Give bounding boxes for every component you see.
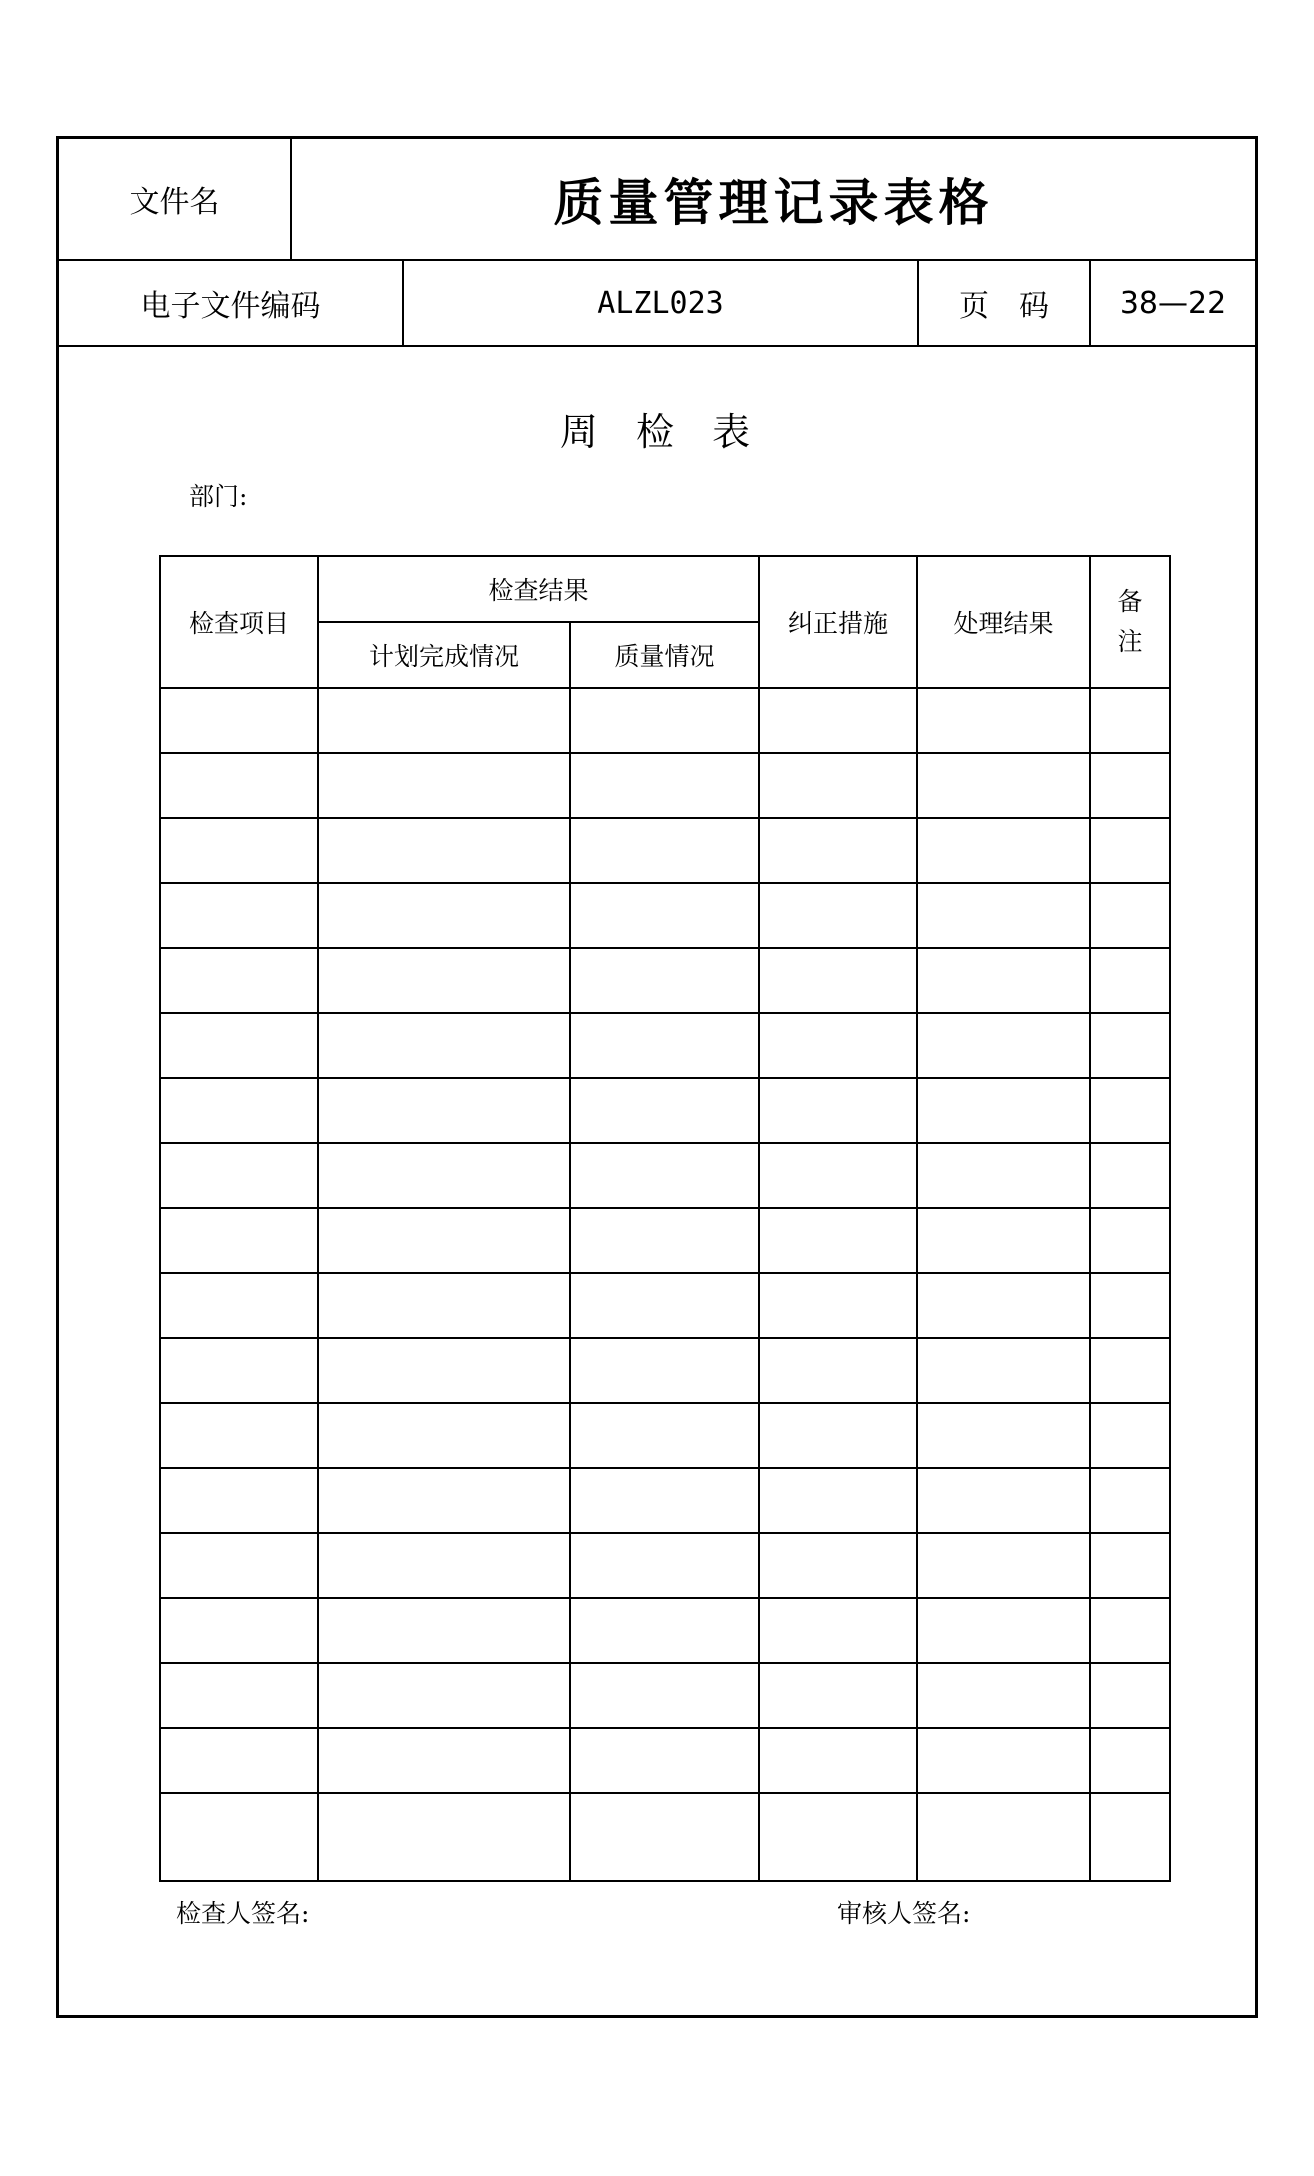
inspector-signature-label: 检查人签名: (176, 1899, 310, 1928)
table-cell[interactable] (1090, 1143, 1170, 1208)
table-cell[interactable] (570, 688, 759, 753)
table-cell[interactable] (318, 948, 570, 1013)
table-cell[interactable] (759, 1468, 917, 1533)
table-row (160, 1338, 1170, 1403)
table-cell[interactable] (759, 1143, 917, 1208)
table-cell[interactable] (917, 1078, 1090, 1143)
table-cell[interactable] (570, 1533, 759, 1598)
page-label: 页 码 (919, 261, 1091, 345)
column-header-check-item: 检查项目 (160, 556, 318, 688)
table-cell[interactable] (570, 1663, 759, 1728)
table-row (160, 948, 1170, 1013)
table-cell[interactable] (1090, 753, 1170, 818)
table-cell[interactable] (160, 1208, 318, 1273)
table-cell[interactable] (917, 1338, 1090, 1403)
table-row (160, 1598, 1170, 1663)
table-cell[interactable] (917, 818, 1090, 883)
table-cell[interactable] (570, 1338, 759, 1403)
electronic-code-value: ALZL023 (404, 261, 919, 345)
table-cell[interactable] (1090, 1468, 1170, 1533)
table-row (160, 688, 1170, 753)
table-cell[interactable] (917, 948, 1090, 1013)
table-cell[interactable] (160, 883, 318, 948)
table-cell[interactable] (1090, 1533, 1170, 1598)
table-cell[interactable] (570, 1728, 759, 1793)
table-cell[interactable] (318, 1338, 570, 1403)
weekly-check-table (159, 555, 1171, 1882)
header-row-title (59, 139, 1255, 261)
table-cell[interactable] (759, 688, 917, 753)
table-cell[interactable] (917, 1013, 1090, 1078)
table-cell[interactable] (570, 1013, 759, 1078)
column-header-remarks (1090, 556, 1170, 688)
table-cell[interactable] (917, 1663, 1090, 1728)
table-cell[interactable] (917, 1533, 1090, 1598)
table-cell[interactable] (318, 1663, 570, 1728)
table-cell[interactable] (570, 1793, 759, 1881)
table-row (160, 1728, 1170, 1793)
table-cell[interactable] (160, 1013, 318, 1078)
table-row (160, 1013, 1170, 1078)
table-cell[interactable] (917, 1273, 1090, 1338)
document-frame (56, 136, 1258, 2018)
table-cell[interactable] (318, 1143, 570, 1208)
reviewer-signature-label: 审核人签名: (837, 1899, 971, 1928)
table-cell[interactable] (759, 1533, 917, 1598)
table-row (160, 883, 1170, 948)
table-cell[interactable] (1090, 688, 1170, 753)
table-row (160, 753, 1170, 818)
table-row (160, 1663, 1170, 1728)
table-cell[interactable] (759, 1208, 917, 1273)
table-cell[interactable] (318, 688, 570, 753)
table-cell[interactable] (160, 1793, 318, 1881)
table-cell[interactable] (759, 1403, 917, 1468)
column-header-handling-result: 处理结果 (917, 556, 1090, 688)
table-cell[interactable] (160, 818, 318, 883)
table-cell[interactable] (570, 753, 759, 818)
table-cell[interactable] (570, 1273, 759, 1338)
table-cell[interactable] (160, 1273, 318, 1338)
table-cell[interactable] (759, 1338, 917, 1403)
table-cell[interactable] (160, 1598, 318, 1663)
table-cell[interactable] (318, 1728, 570, 1793)
table-cell[interactable] (759, 753, 917, 818)
table-cell[interactable] (917, 883, 1090, 948)
table-cell[interactable] (917, 1468, 1090, 1533)
column-header-plan-completion: 计划完成情况 (318, 622, 570, 688)
table-cell[interactable] (318, 818, 570, 883)
table-cell[interactable] (318, 1273, 570, 1338)
table-cell[interactable] (759, 948, 917, 1013)
table-row (160, 1403, 1170, 1468)
table-cell[interactable] (1090, 1013, 1170, 1078)
document-title: 质量管理记录表格 (553, 174, 994, 232)
table-cell[interactable] (917, 1403, 1090, 1468)
table-cell[interactable] (1090, 1598, 1170, 1663)
table-cell[interactable] (570, 883, 759, 948)
table-cell[interactable] (1090, 1273, 1170, 1338)
table-cell[interactable] (318, 1793, 570, 1881)
table-cell[interactable] (917, 1728, 1090, 1793)
table-cell[interactable] (759, 883, 917, 948)
table-cell[interactable] (917, 688, 1090, 753)
table-cell[interactable] (318, 753, 570, 818)
table-cell[interactable] (318, 1013, 570, 1078)
table-cell[interactable] (318, 1078, 570, 1143)
table-cell[interactable] (1090, 1663, 1170, 1728)
table-cell[interactable] (160, 753, 318, 818)
header-row-meta (59, 261, 1255, 347)
table-row (160, 1468, 1170, 1533)
table-cell[interactable] (759, 1078, 917, 1143)
table-cell[interactable] (759, 1013, 917, 1078)
table-cell[interactable] (1090, 1793, 1170, 1881)
table-cell[interactable] (917, 1598, 1090, 1663)
table-cell[interactable] (1090, 1208, 1170, 1273)
table-cell[interactable] (570, 1468, 759, 1533)
remarks-char-2: 注 (1117, 627, 1143, 656)
column-header-corrective-measures: 纠正措施 (759, 556, 917, 688)
table-cell[interactable] (160, 1533, 318, 1598)
table-row (160, 1208, 1170, 1273)
page-value: 38—22 (1119, 285, 1227, 321)
table-cell[interactable] (570, 948, 759, 1013)
table-cell[interactable] (570, 1143, 759, 1208)
table-cell[interactable] (160, 1663, 318, 1728)
table-cell[interactable] (318, 1403, 570, 1468)
table-cell[interactable] (570, 1078, 759, 1143)
table-cell[interactable] (318, 1533, 570, 1598)
table-cell[interactable] (1090, 948, 1170, 1013)
table-cell[interactable] (160, 1468, 318, 1533)
table-cell[interactable] (318, 883, 570, 948)
table-cell[interactable] (917, 753, 1090, 818)
remarks-char-1: 备 (1117, 587, 1143, 616)
table-cell[interactable] (917, 1208, 1090, 1273)
table-cell[interactable] (1090, 818, 1170, 883)
table-body (160, 688, 1170, 1881)
table-row (160, 1143, 1170, 1208)
table-cell[interactable] (1090, 883, 1170, 948)
table-cell[interactable] (1090, 1338, 1170, 1403)
table-cell[interactable] (759, 1793, 917, 1881)
table-cell[interactable] (318, 1468, 570, 1533)
table-cell[interactable] (318, 1598, 570, 1663)
table-cell[interactable] (1090, 1403, 1170, 1468)
table-cell[interactable] (1090, 1078, 1170, 1143)
table-cell[interactable] (160, 1338, 318, 1403)
table-row (160, 1793, 1170, 1881)
table-cell[interactable] (318, 1208, 570, 1273)
table-cell[interactable] (160, 1143, 318, 1208)
table-row (160, 818, 1170, 883)
table-cell[interactable] (570, 1598, 759, 1663)
table-cell[interactable] (160, 948, 318, 1013)
department-label: 部门: (189, 482, 248, 511)
table-cell[interactable] (917, 1793, 1090, 1881)
table-cell[interactable] (160, 1728, 318, 1793)
form-title: 周 检 表 (559, 410, 755, 454)
electronic-code-label: 电子文件编码 (59, 261, 404, 345)
table-cell[interactable] (160, 1403, 318, 1468)
table-cell[interactable] (570, 1403, 759, 1468)
table-cell[interactable] (160, 688, 318, 753)
table-cell[interactable] (759, 818, 917, 883)
table-cell[interactable] (759, 1728, 917, 1793)
file-name-label: 文件名 (59, 139, 292, 259)
column-header-check-result: 检查结果 (318, 556, 759, 622)
table-cell[interactable] (759, 1273, 917, 1338)
column-header-quality-status: 质量情况 (570, 622, 759, 688)
table-cell[interactable] (570, 818, 759, 883)
table-row (160, 1533, 1170, 1598)
table-row (160, 1078, 1170, 1143)
table-cell[interactable] (160, 1078, 318, 1143)
table-row (160, 1273, 1170, 1338)
table-cell[interactable] (759, 1598, 917, 1663)
table-cell[interactable] (570, 1208, 759, 1273)
table-cell[interactable] (1090, 1728, 1170, 1793)
table-cell[interactable] (759, 1663, 917, 1728)
table-cell[interactable] (917, 1143, 1090, 1208)
